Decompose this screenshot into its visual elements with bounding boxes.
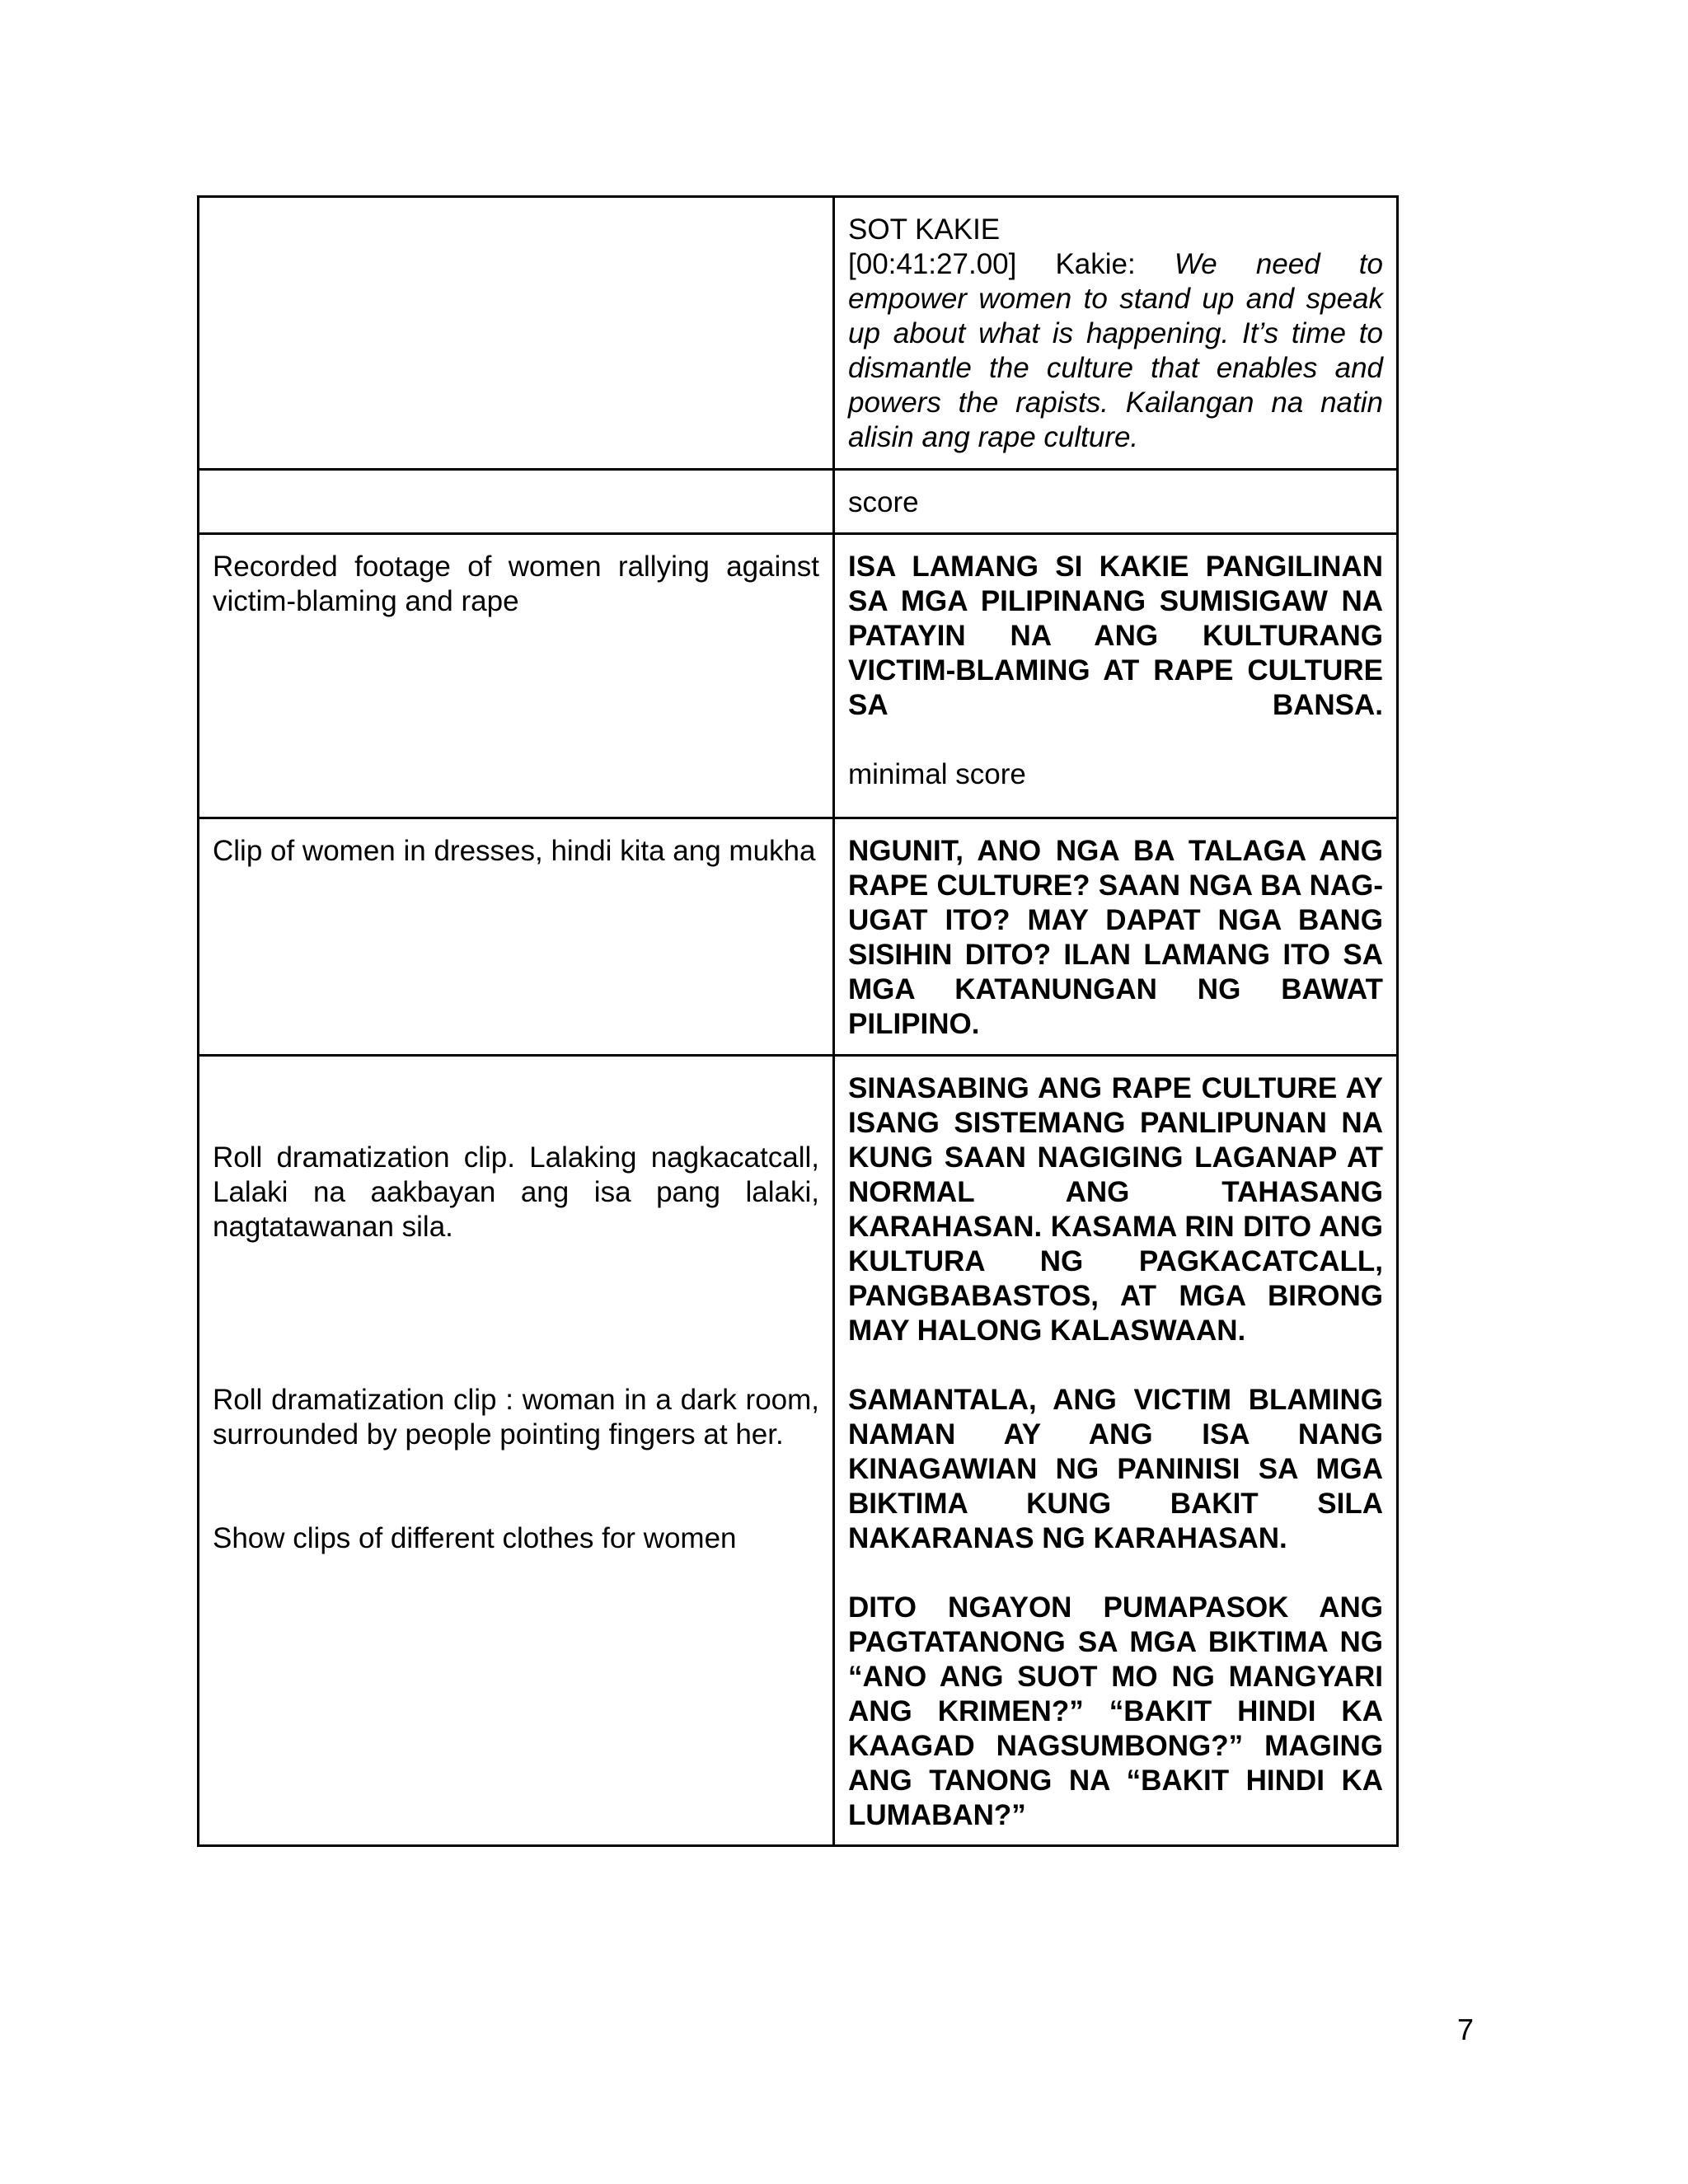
- table-row: [199, 197, 1398, 470]
- script-table: [197, 195, 1399, 1847]
- sot-label: SOT KAKIE: [848, 213, 1001, 246]
- voice-over: SAMANTALA, ANG VICTIM BLAMING NAMAN AY ANG ISA NANG KINAGAWIAN NG PANINISI SA MGA BIKTIMA KUNG BAKIT SILA NAKARANAS NG KARAHASAN.: [848, 1384, 1383, 1554]
- score-note: score: [848, 486, 919, 518]
- spacer: [848, 1556, 1383, 1591]
- video-description: Recorded footage of women rallying against victim-blaming and rape: [213, 551, 819, 617]
- table-row: [199, 1056, 1398, 1846]
- video-cell: [199, 470, 834, 534]
- table-row: [199, 534, 1398, 818]
- voice-over: ISA LAMANG SI KAKIE PANGILINAN SA MGA PILIPINANG SUMISIGAW NA PATAYIN NA ANG KULTURANG VICTIM-BLAMING AT RAPE CULTURE SA BANSA.: [848, 551, 1383, 721]
- table-row: [199, 818, 1398, 1056]
- video-cell: [199, 818, 834, 1056]
- video-cell: [199, 197, 834, 470]
- video-description: Show clips of different clothes for women: [213, 1522, 737, 1554]
- sot-quote: [848, 247, 1383, 455]
- audio-cell: [834, 470, 1398, 534]
- voice-over: NGUNIT, ANO NGA BA TALAGA ANG RAPE CULTURE? SAAN NGA BA NAG-UGAT ITO? MAY DAPAT NGA BANG SISIHIN DITO? ILAN LAMANG ITO SA MGA KATANUNGAN NG BAWAT PILIPINO.: [848, 835, 1383, 1040]
- spacer: [848, 1348, 1383, 1383]
- video-description: Roll dramatization clip. Lalaking nagkacatcall, Lalaki na aakbayan ang isa pang lalaki, nagtatawanan sila.: [213, 1141, 819, 1243]
- table-row: [199, 470, 1398, 534]
- page-number: 7: [1456, 2013, 1474, 2046]
- audio-cell: [834, 534, 1398, 818]
- timecode: [00:41:27.00]: [848, 248, 1017, 280]
- audio-cell: [834, 818, 1398, 1056]
- quote-text: We need to empower women to stand up and speak up about what is happening. It’s time to dismantle the culture that enables and powers the rapists. Kailangan na natin alisin ang rape culture.: [848, 248, 1383, 453]
- audio-cell: [834, 197, 1398, 470]
- video-description: Clip of women in dresses, hindi kita ang mukha: [213, 835, 816, 867]
- video-cell: [199, 1056, 834, 1846]
- spacer: [213, 1071, 819, 1141]
- audio-cell: [834, 1056, 1398, 1846]
- video-cell: [199, 534, 834, 818]
- spacer: [213, 1452, 819, 1521]
- score-note: minimal score: [848, 758, 1026, 790]
- speaker: Kakie:: [1055, 248, 1136, 280]
- video-description: Roll dramatization clip : woman in a dark room, surrounded by people pointing fingers at her.: [213, 1384, 819, 1451]
- spacer: [848, 723, 1383, 757]
- voice-over: SINASABING ANG RAPE CULTURE AY ISANG SISTEMANG PANLIPUNAN NA KUNG SAAN NAGIGING LAGANAP AT NORMAL ANG TAHASANG KARAHASAN. KASAMA RIN DITO ANG KULTURA NG PAGKACATCALL, PANGBABASTOS, AT MGA BIRONG MAY HALONG KALASWAAN.: [848, 1072, 1383, 1347]
- spacer: [213, 1244, 819, 1383]
- voice-over: DITO NGAYON PUMAPASOK ANG PAGTATANONG SA MGA BIKTIMA NG “ANO ANG SUOT MO NG MANGYARI ANG KRIMEN?” “BAKIT HINDI KA KAAGAD NAGSUMBONG?” MAGING ANG TANONG NA “BAKIT HINDI KA LUMABAN?”: [848, 1591, 1383, 1831]
